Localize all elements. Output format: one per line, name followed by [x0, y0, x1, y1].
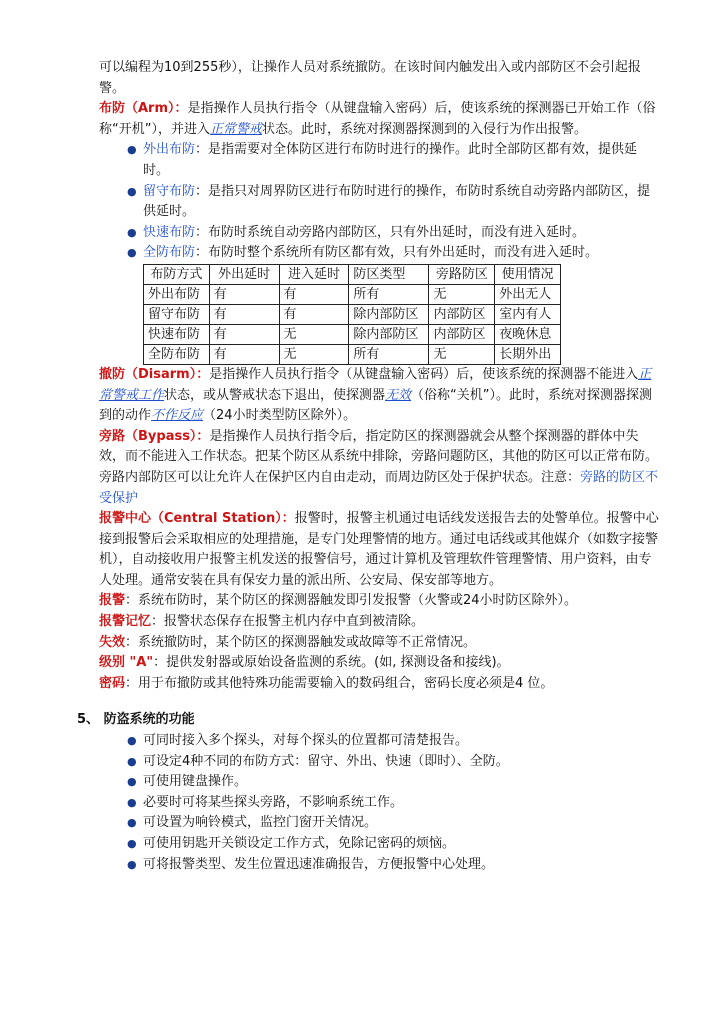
disarm-paragraph: 撤防（Disarm）：是指操作人员执行指令（从键盘输入密码）后，使该系统的探测器不能进入正常警戒工作状态，或从警戒状态下退出，使探测器无效（俗称“关机”）。此时，系统对探测器探测到的动作不作反应（24小时类型防区除外）。: [99, 366, 653, 424]
list-item: ● 可设置为响铃模式，监控门窗开关情况。: [121, 813, 661, 834]
table-cell: 所有: [349, 344, 429, 364]
table-cell: 内部防区: [429, 304, 495, 324]
table-header: 进入延时: [279, 264, 349, 284]
table-cell: 所有: [349, 284, 429, 304]
table-cell: 快速布防: [144, 324, 210, 344]
table-cell: 外出布防: [144, 284, 210, 304]
central-term: 报警中心（Central Station）：: [99, 511, 295, 527]
section-title: 5、 防盗系统的功能: [77, 712, 195, 728]
arm-text-2: 状态。此时，系统对探测器探测到的入侵行为作出报警。: [262, 121, 588, 137]
arm-modes-list: [121, 140, 661, 264]
table-cell: 夜晚休息: [495, 324, 561, 344]
table-row: [144, 284, 561, 304]
disarm-link-1[interactable]: 正常警戒工作: [99, 366, 652, 403]
disarm-link-2[interactable]: 无效: [385, 387, 412, 403]
arm-term: 布防（Arm）：: [99, 101, 188, 117]
table-cell: 有: [209, 324, 279, 344]
table-cell: 无: [279, 344, 349, 364]
table-cell: 无: [429, 344, 495, 364]
list-item: ● 外出布防：是指需要对全体防区进行布防时进行的操作。此时全部防区都有效，提供延时。: [121, 140, 661, 181]
list-item: ● 留守布防：是指只对周界防区进行布防时进行的操作，布防时系统自动旁路内部防区，提供延时。: [121, 182, 661, 223]
password-paragraph: 密码：用于布撤防或其他特殊功能需要输入的数码组合，密码长度必须是4 位。: [99, 675, 554, 691]
list-item: ● 快速布防：布防时系统自动旁路内部防区，只有外出延时，而没有进入延时。: [121, 223, 661, 244]
table-header: 布防方式: [144, 264, 210, 284]
bypass-paragraph: 旁路（Bypass）：是指操作人员执行指令后，指定防区的探测器就会从整个探测器的群体中失效，而不能进入工作状态。把某个防区从系统中排除，旁路问题防区，其他的防区可以正常布防。旁路内部防区可以让允许人在保护区内自由走动，而周边防区处于保护状态。注意：旁路的防区不受保护: [99, 428, 659, 506]
table-cell: 内部防区: [429, 324, 495, 344]
list-item: ● 必要时可将某些探头旁路，不影响系统工作。: [121, 793, 661, 814]
arm-text-1: 是指操作人员执行指令（从键盘输入密码）后，使该系统的探测器已开始工作（俗称“开机”），并进入: [99, 101, 656, 137]
disarm-term: 撤防（Disarm）：: [99, 366, 210, 382]
bypass-note: 旁路的防区不受保护: [99, 469, 659, 506]
table-cell: 除内部防区: [349, 324, 429, 344]
table-cell: 全防布防: [144, 344, 210, 364]
list-item: ● 全防布防：布防时整个系统所有防区都有效，只有外出延时，而没有进入延时。: [121, 243, 661, 264]
list-item: ● 可同时接入多个探头，对每个探头的位置都可清楚报告。: [121, 731, 661, 752]
list-item: ● 可将报警类型、发生位置迅速准确报告，方便报警中心处理。: [121, 855, 661, 876]
table-cell: 有: [209, 344, 279, 364]
table-header: 使用情况: [495, 264, 561, 284]
table-cell: 有: [209, 304, 279, 324]
table-cell: 有: [279, 304, 349, 324]
arm-paragraph: [99, 99, 661, 140]
table-cell: 无: [279, 324, 349, 344]
table-cell: 长期外出: [495, 344, 561, 364]
alarm-paragraph: 报警：系统布防时，某个防区的探测器触发即引发报警（火警或24小时防区除外）。: [99, 593, 578, 609]
table-row: [144, 344, 561, 364]
memory-paragraph: 报警记忆：报警状态保存在报警主机内存中直到被清除。: [99, 614, 425, 630]
level-paragraph: 级别 "A"：提供发射器或原始设备监测的系统。(如, 探测设备和接线)。: [99, 655, 510, 671]
table-row: [144, 324, 561, 344]
table-header: 旁路防区: [429, 264, 495, 284]
table-cell: 有: [279, 284, 349, 304]
disarm-link-3[interactable]: 不作反应: [151, 408, 204, 424]
table-cell: 有: [209, 284, 279, 304]
function-list: [121, 731, 661, 875]
fault-paragraph: 失效：系统撤防时，某个防区的探测器触发或故障等不正常情况。: [99, 634, 477, 650]
list-item: ● 可使用键盘操作。: [121, 772, 661, 793]
table-cell: 无: [429, 284, 495, 304]
table-header: 防区类型: [349, 264, 429, 284]
document-body: [77, 58, 661, 875]
table-cell: 室内有人: [495, 304, 561, 324]
intro-paragraph: 可以编程为10到255秒），让操作人员对系统撤防。在该时间内触发出入或内部防区不会引起报警。: [99, 60, 641, 96]
central-station-paragraph: 报警中心（Central Station）：报警时，报警主机通过电话线发送报告去的处警单位。报警中心接到报警后会采取相应的处理措施，是专门处理警情的地方。通过电话线或其他媒介（如数字接警机），自动接收用户报警主机发送的报警信号，通过计算机及管理软件管理警情、用户资料，由专人处理。通常安装在具有保安力量的派出所、公安局、保安部等地方。: [99, 511, 659, 588]
arm-mode-table: [143, 264, 561, 365]
arm-link[interactable]: 正常警戒: [209, 121, 262, 137]
list-item: ● 可使用钥匙开关锁设定工作方式，免除记密码的烦恼。: [121, 834, 661, 855]
table-header: 外出延时: [209, 264, 279, 284]
table-cell: 留守布防: [144, 304, 210, 324]
table-cell: 除内部防区: [349, 304, 429, 324]
bypass-term: 旁路（Bypass）：: [99, 428, 210, 444]
table-row: [144, 304, 561, 324]
table-cell: 外出无人: [495, 284, 561, 304]
table-header-row: [144, 264, 561, 284]
list-item: ● 可设定4种不同的布防方式：留守、外出、快速（即时）、全防。: [121, 752, 661, 773]
